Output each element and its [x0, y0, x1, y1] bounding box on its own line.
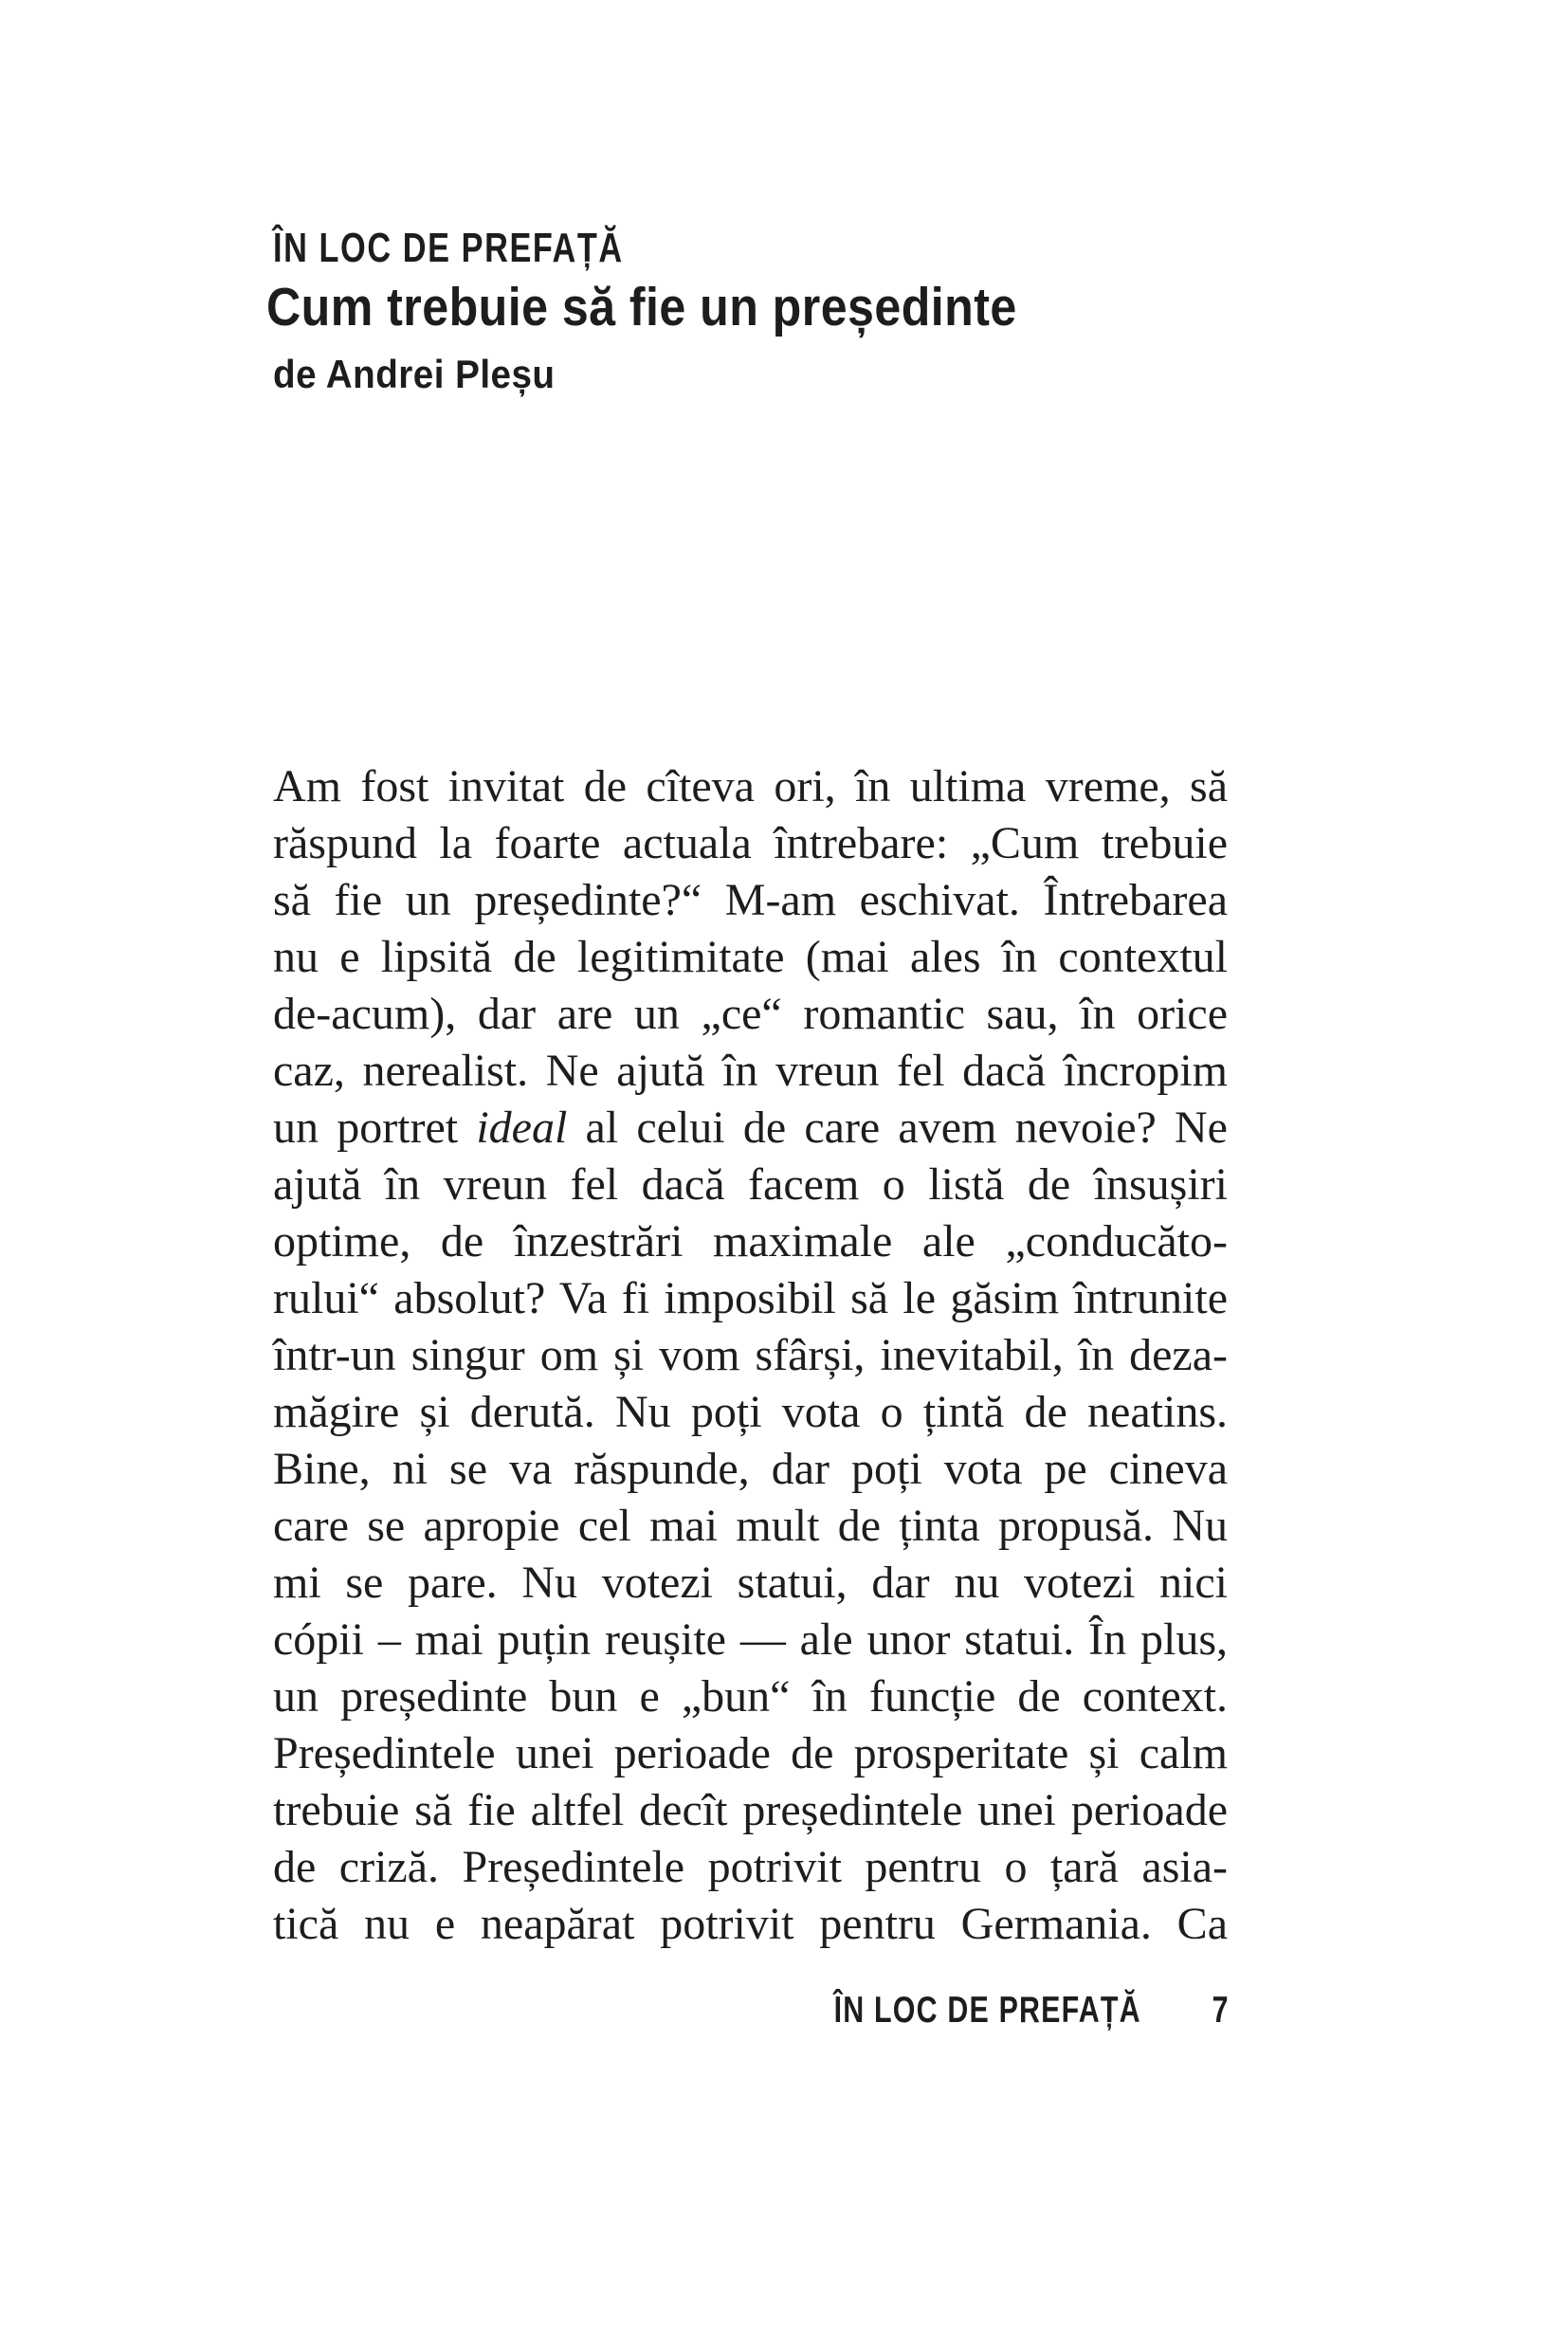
text-segment: într-un singur om și vom sfârși, inevitabil, în deza-	[273, 1330, 1228, 1380]
body-line	[273, 815, 1228, 872]
body-line	[273, 1441, 1228, 1498]
body-line	[273, 1327, 1228, 1384]
body-line	[273, 1896, 1228, 1953]
text-segment: caz, nerealist. Ne ajută în vreun fel dacă încropim	[273, 1046, 1228, 1096]
text-segment: măgire și derută. Nu poți vota o țintă de neatins.	[273, 1387, 1228, 1437]
body-line	[273, 1157, 1228, 1213]
body-line	[273, 1043, 1228, 1100]
body-line	[273, 1384, 1228, 1441]
text-segment: al celui de care avem nevoie? Ne	[567, 1103, 1228, 1153]
body-line	[273, 1100, 1228, 1157]
body-line	[273, 929, 1228, 986]
text-segment: cópii – mai puțin reușite — ale unor statui. În plus,	[273, 1614, 1228, 1665]
text-segment: mi se pare. Nu votezi statui, dar nu votezi nici	[273, 1558, 1228, 1608]
text-segment: Bine, ni se va răspunde, dar poți vota pe cineva	[273, 1444, 1228, 1494]
text-segment: rului“ absolut? Va fi imposibil să le găsim întrunite	[273, 1273, 1228, 1323]
body-line	[273, 872, 1228, 929]
body-line	[273, 1612, 1228, 1668]
text-segment: de-acum), dar are un „ce“ romantic sau, în orice	[273, 989, 1228, 1039]
running-footer-label: ÎN LOC DE PREFAȚĂ	[833, 1990, 1142, 2031]
body-line	[273, 1270, 1228, 1327]
text-segment: să fie un președinte?“ M-am eschivat. Întrebarea	[273, 875, 1228, 925]
italic-text: ideal	[476, 1103, 568, 1153]
text-segment: un președinte bun e „bun“ în funcție de context.	[273, 1671, 1228, 1722]
body-line	[273, 1839, 1228, 1896]
body-line	[273, 986, 1228, 1043]
body-line	[273, 1668, 1228, 1725]
body-line	[273, 1782, 1228, 1839]
author-byline: de Andrei Pleșu	[273, 352, 556, 396]
text-segment: de criză. Președintele potrivit pentru o țară asia-	[273, 1842, 1228, 1892]
section-kicker: ÎN LOC DE PREFAȚĂ	[273, 225, 624, 271]
text-segment: un portret	[273, 1103, 477, 1153]
text-segment: răspund la foarte actuala întrebare: „Cum trebuie	[273, 818, 1228, 868]
text-segment: care se apropie cel mai mult de ținta propusă. Nu	[273, 1501, 1228, 1551]
text-segment: nu e lipsită de legitimitate (mai ales în contextul	[273, 932, 1228, 982]
text-segment: tică nu e neapărat potrivit pentru Germania. Ca	[273, 1899, 1228, 1949]
body-line	[273, 1555, 1228, 1612]
body-line	[273, 1725, 1228, 1782]
page-number: 7	[1212, 1990, 1230, 2031]
text-segment: Președintele unei perioade de prosperitate și calm	[273, 1728, 1228, 1778]
text-segment: ajută în vreun fel dacă facem o listă de însușiri	[273, 1159, 1228, 1210]
text-segment: optime, de înzestrări maximale ale „conducăto-	[273, 1216, 1228, 1267]
page-footer	[834, 1992, 1230, 2029]
text-segment: Am fost invitat de cîteva ori, în ultima vreme, să	[273, 761, 1228, 811]
body-text	[273, 758, 1228, 1953]
body-line	[273, 1498, 1228, 1555]
body-line	[273, 1213, 1228, 1270]
chapter-title: Cum trebuie să fie un președinte	[266, 277, 1017, 337]
text-segment: trebuie să fie altfel decît președintele unei perioade	[273, 1785, 1228, 1835]
body-line	[273, 758, 1228, 815]
